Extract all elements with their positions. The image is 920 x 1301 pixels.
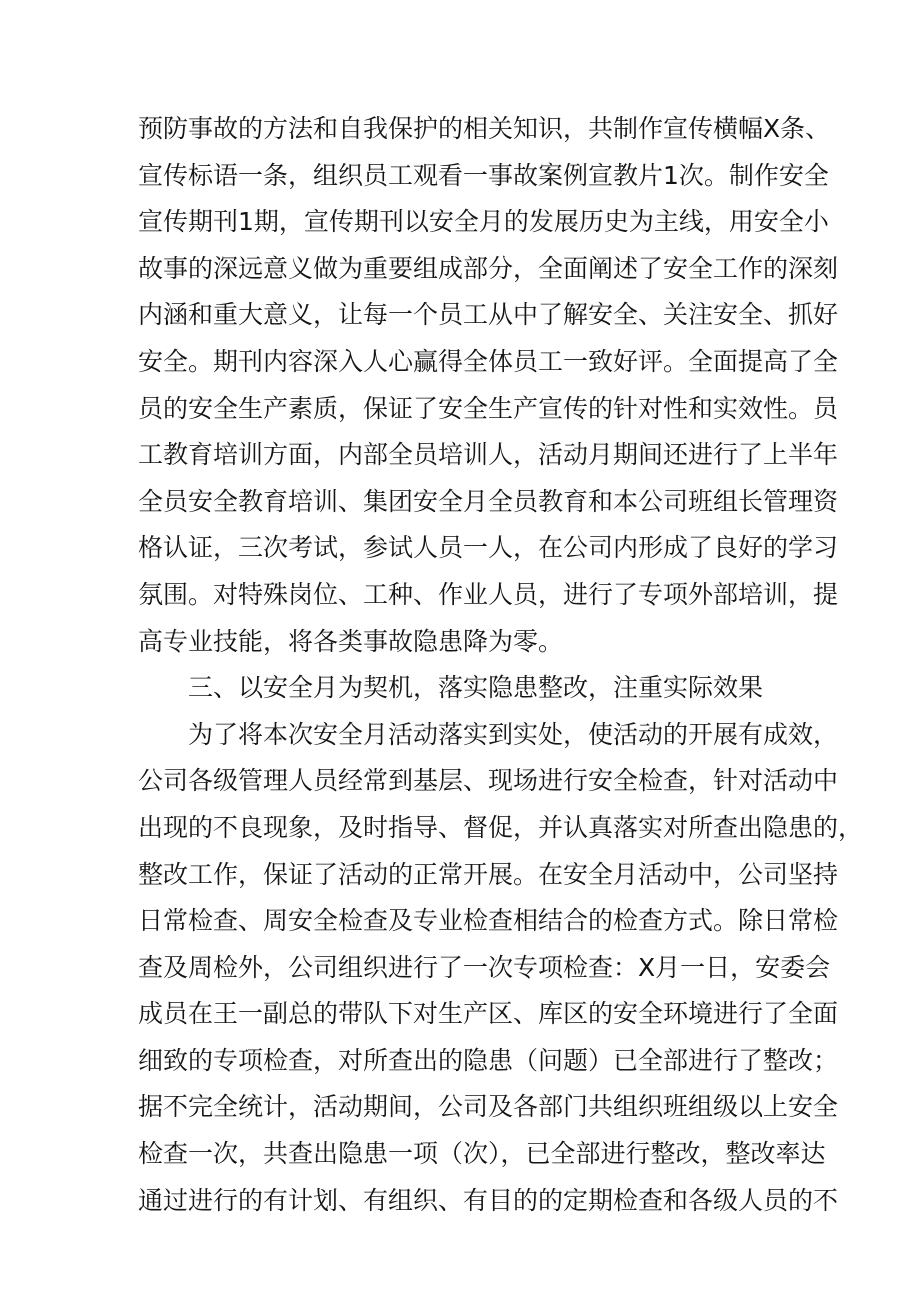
text-line: 日常检查、周安全检查及专业检查相结合的检查方式。除日常检 — [138, 906, 839, 936]
text-line: 故事的深远意义做为重要组成部分，全面阐述了安全工作的深刻 — [138, 253, 839, 283]
text-line: 出现的不良现象，及时指导、督促，并认真落实对所查出隐患的， — [138, 812, 864, 842]
paragraph-last-line: 高专业技能，将各类事故隐患降为零。 — [138, 626, 564, 656]
text-line: 宣传期刊1期，宣传期刊以安全月的发展历史为主线，用安全小 — [138, 207, 829, 237]
text-line: 检查一次，共查出隐患一项（次），已全部进行整改，整改率达 — [138, 1139, 826, 1169]
text-line: 通过进行的有计划、有组织、有目的的定期检查和各级人员的不 — [138, 1185, 839, 1215]
text-line: 公司各级管理人员经常到基层、现场进行安全检查，针对活动中 — [138, 766, 839, 796]
text-line: 工教育培训方面，内部全员培训人，活动月期间还进行了上半年 — [138, 440, 839, 470]
text-line: 预防事故的方法和自我保护的相关知识，共制作宣传横幅X条、 — [138, 114, 831, 143]
text-line: 内涵和重大意义，让每一个员工从中了解安全、关注安全、抓好 — [138, 300, 839, 330]
text-line: 宣传标语一条，组织员工观看一事故案例宣教片1次。制作安全 — [138, 160, 829, 190]
text-line: 整改工作，保证了活动的正常开展。在安全月活动中，公司坚持 — [138, 859, 839, 889]
text-line: 全员安全教育培训、集团安全月全员教育和本公司班组长管理资 — [138, 486, 839, 516]
text-line: 细致的专项检查，对所查出的隐患（问题）已全部进行了整改； — [138, 1045, 839, 1075]
section-heading: 三、以安全月为契机，落实隐患整改，注重实际效果 — [188, 673, 764, 703]
text-line: 成员在王一副总的带队下对生产区、库区的安全环境进行了全面 — [138, 999, 839, 1029]
text-line: 员的安全生产素质，保证了安全生产宣传的针对性和实效性。员 — [138, 393, 839, 423]
text-line: 查及周检外，公司组织进行了一次专项检查：X月一日，安委会 — [138, 952, 831, 982]
text-line: 据不完全统计，活动期间，公司及各部门共组织班组级以上安全 — [138, 1092, 839, 1122]
document-body — [138, 106, 864, 1224]
paragraph-first-line: 为了将本次安全月活动落实到实处，使活动的开展有成效， — [188, 719, 839, 749]
text-line: 氛围。对特殊岗位、工种、作业人员，进行了专项外部培训，提 — [138, 579, 839, 609]
text-line: 格认证，三次考试，参试人员一人，在公司内形成了良好的学习 — [138, 533, 839, 563]
text-line: 安全。期刊内容深入人心赢得全体员工一致好评。全面提高了全 — [138, 346, 839, 376]
